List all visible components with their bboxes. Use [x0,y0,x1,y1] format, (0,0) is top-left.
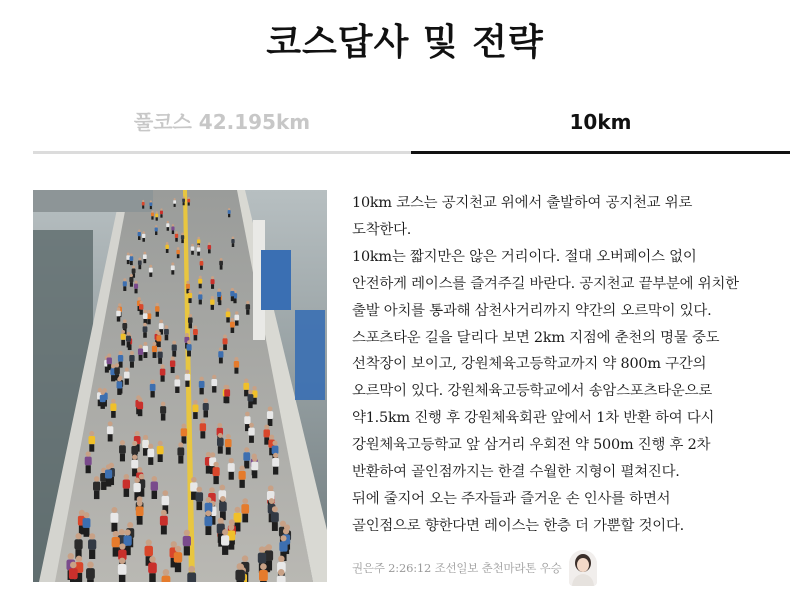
description-line: 선착장이 보이고, 강원체육고등학교까지 약 800m 구간의 [352,356,707,373]
description-line: 강원체육고등학교 앞 삼거리 우회전 약 500m 진행 후 2차 [352,437,711,454]
credit-text: 권은주 2:26:12 조선일보 춘천마라톤 우승 [352,561,562,575]
description-line: 10km는 짧지만은 않은 거리이다. 절대 오버페이스 없이 [352,248,697,265]
description-line: 안전하게 레이스를 즐겨주길 바란다. 공지천교 끝부분에 위치한 [352,275,739,292]
runner-portrait-icon [569,550,597,586]
description-line: 골인점으로 향한다면 레이스는 한층 더 가뿐할 것이다. [352,517,685,534]
course-photo [33,190,327,582]
page-title: 코스답사 및 전략 [266,22,544,63]
description-line: 스포츠타운 길을 달리다 보면 2km 지점에 춘천의 명물 중도 [352,329,720,346]
course-description [352,190,802,540]
tab-10km[interactable]: 10km [411,100,790,154]
description-line: 출발 아치를 통과해 삼천사거리까지 약간의 오르막이 있다. [352,302,712,319]
description-line: 뒤에 줄지어 오는 주자들과 즐거운 손 인사를 하면서 [352,490,671,507]
description-line: 10km 코스는 공지천교 위에서 출발하여 공지천교 위로 [352,195,693,211]
description-line: 도착한다. [352,221,412,238]
tab-full-course[interactable]: 풀코스 42.195km [33,100,411,154]
description-line: 반환하여 골인점까지는 한결 수월한 지형이 펼쳐진다. [352,464,680,481]
author-credit [352,550,597,586]
description-line: 오르막이 있다. 강원체육고등학교에서 송암스포츠타운으로 [352,383,713,400]
course-tabs [33,100,790,154]
description-line: 약1.5km 진행 후 강원체육회관 앞에서 1차 반환 하여 다시 [352,410,715,427]
marathon-photo-illustration [33,190,327,582]
